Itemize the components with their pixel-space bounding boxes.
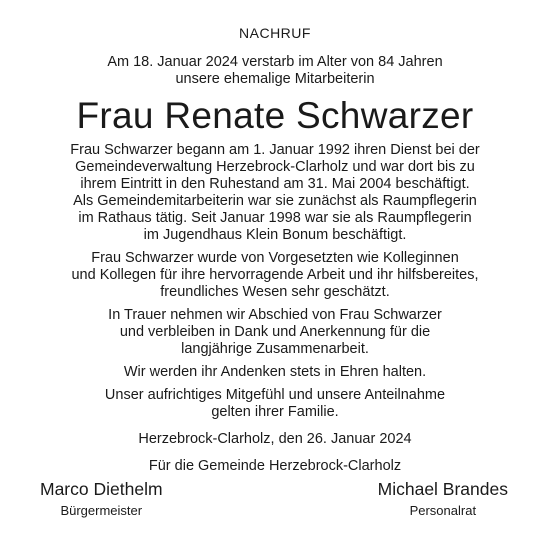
signatory-role: Bürgermeister [60, 503, 143, 518]
paragraph-line: und Kollegen für ihre hervorragende Arbeit und ihr hilfsbereites, [71, 267, 479, 283]
intro-text [24, 54, 526, 88]
paragraph-line: im Jugendhaus Klein Bonum beschäftigt. [143, 227, 407, 243]
signatory-name: Michael Brandes [377, 479, 508, 499]
paragraph-line: im Rathaus tätig. Seit Januar 1998 war sie als Raumpflegerin [78, 210, 472, 226]
paragraph-line: Unser aufrichtiges Mitgefühl und unsere Anteilnahme [104, 387, 446, 403]
paragraph-line: freundliches Wesen sehr geschätzt. [160, 284, 390, 300]
paragraph-line: Als Gemeindemitarbeiterin war sie zunächst als Raumpflegerin [73, 193, 477, 209]
paragraph-line: und verbleiben in Dank und Anerkennung für die [119, 324, 431, 340]
signatory-staff-council [378, 478, 508, 520]
paragraph-line: Frau Schwarzer wurde von Vorgesetzten wie Kolleginnen [91, 250, 459, 266]
signature-block [40, 478, 508, 520]
signatory-role: Personalrat [409, 503, 477, 518]
deceased-name: Frau Renate Schwarzer [76, 95, 474, 136]
paragraph-farewell [24, 307, 526, 358]
paragraph-line: ihrem Eintritt in den Ruhestand am 31. Mai 2004 beschäftigt. [80, 176, 470, 192]
notice-heading: NACHRUF [239, 25, 311, 41]
paragraph-line: Gemeindeverwaltung Herzebrock-Clarholz und war dort bis zu [75, 159, 475, 175]
paragraph-line: Wir werden ihr Andenken stets in Ehren halten. [123, 364, 427, 380]
intro-line: Am 18. Januar 2024 verstarb im Alter von 84 Jahren [107, 54, 443, 70]
paragraph-career [24, 142, 526, 244]
signatory-mayor [40, 478, 163, 520]
signatory-name: Marco Diethelm [40, 479, 163, 499]
paragraph-line: langjährige Zusammenarbeit. [181, 341, 369, 357]
organization-line: Für die Gemeinde Herzebrock-Clarholz [148, 458, 402, 474]
paragraph-remembrance [24, 364, 526, 381]
paragraph-line: Frau Schwarzer begann am 1. Januar 1992 ihren Dienst bei der [70, 142, 480, 158]
paragraph-appreciation [24, 250, 526, 301]
paragraph-line: In Trauer nehmen wir Abschied von Frau Schwarzer [108, 307, 442, 323]
place-and-date: Herzebrock-Clarholz, den 26. Januar 2024 [138, 431, 412, 447]
intro-line: unsere ehemalige Mitarbeiterin [175, 71, 375, 87]
paragraph-condolence [24, 387, 526, 421]
paragraph-line: gelten ihrer Familie. [211, 404, 339, 420]
